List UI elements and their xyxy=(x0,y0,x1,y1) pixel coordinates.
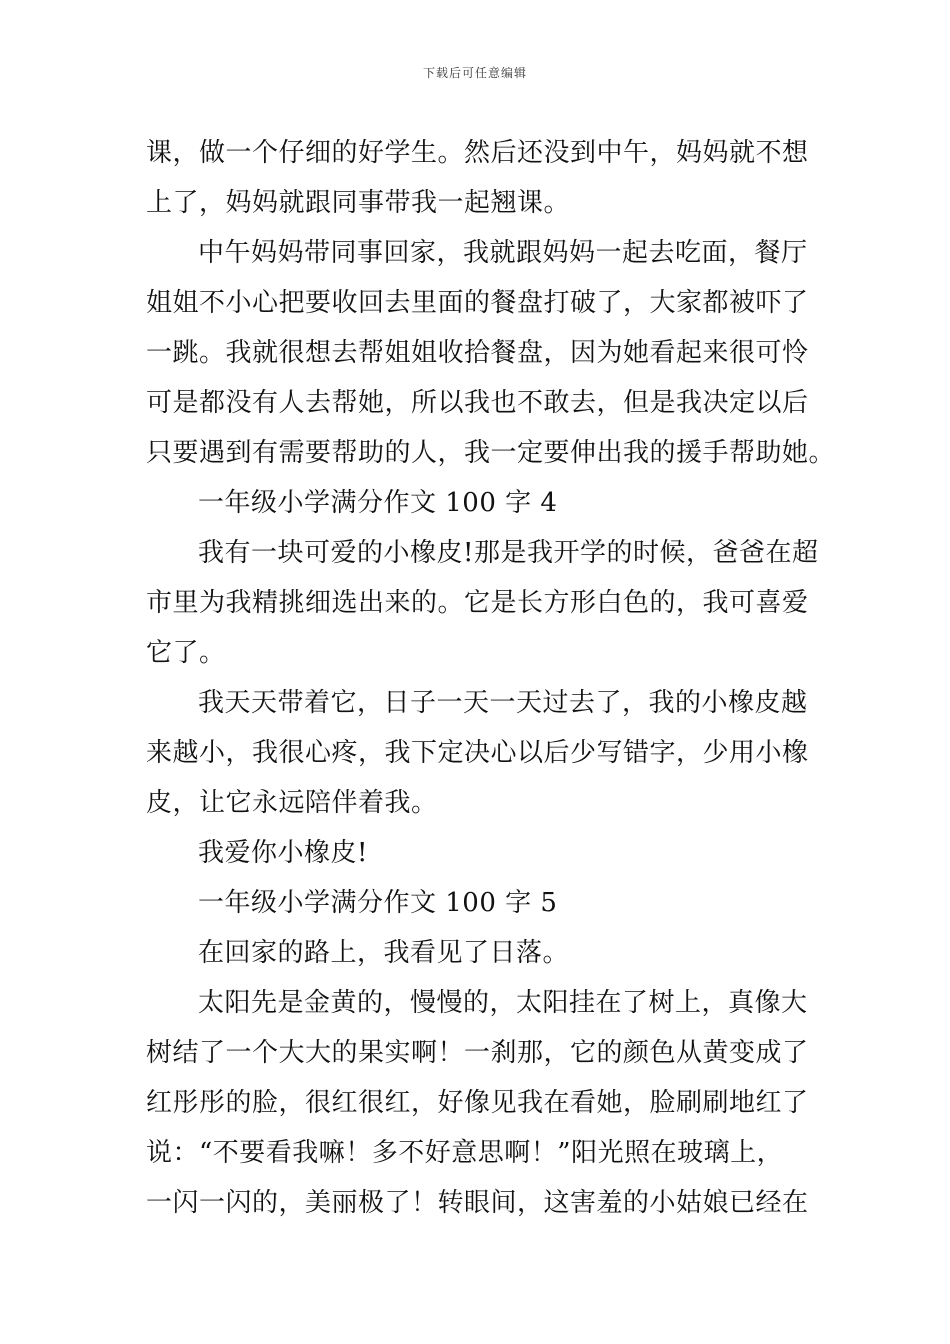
text-line: 一年级小学满分作文 100 字 4 xyxy=(198,488,558,518)
text-line: 树结了一个大大的果实啊！一刹那，它的颜色从黄变成了 xyxy=(146,1038,809,1068)
text-line: 一闪一闪的，美丽极了！转眼间，这害羞的小姑娘已经在 xyxy=(146,1188,809,1218)
text-line: 我有一块可爱的小橡皮!那是我开学的时候，爸爸在超 xyxy=(198,538,819,568)
page-header: 下载后可任意编辑 xyxy=(422,66,527,80)
text-line: 来越小，我很心疼，我下定决心以后少写错字，少用小橡 xyxy=(146,738,809,768)
text-line: 只要遇到有需要帮助的人，我一定要伸出我的援手帮助她。 xyxy=(146,438,836,468)
text-line: 在回家的路上，我看见了日落。 xyxy=(198,938,570,968)
text-line: 太阳先是金黄的，慢慢的，太阳挂在了树上，真像大 xyxy=(198,988,808,1018)
text-line: 姐姐不小心把要收回去里面的餐盘打破了，大家都被吓了 xyxy=(146,288,809,318)
text-line: 中午妈妈带同事回家，我就跟妈妈一起去吃面，餐厅 xyxy=(198,238,808,268)
text-line: 可是都没有人去帮她，所以我也不敢去，但是我决定以后 xyxy=(146,388,809,418)
text-line: 我爱你小橡皮! xyxy=(198,838,368,868)
text-line: 上了，妈妈就跟同事带我一起翘课。 xyxy=(146,188,571,218)
text-line: 市里为我精挑细选出来的。它是长方形白色的，我可喜爱 xyxy=(146,588,809,618)
text-line: 皮，让它永远陪伴着我。 xyxy=(146,788,438,818)
text-line: 一年级小学满分作文 100 字 5 xyxy=(198,888,558,918)
text-line: 我天天带着它，日子一天一天过去了，我的小橡皮越 xyxy=(198,688,808,718)
document-body xyxy=(146,128,836,1228)
text-line: 红彤彤的脸，很红很红，好像见我在看她，脸刷刷地红了 xyxy=(146,1088,809,1118)
text-line: 课，做一个仔细的好学生。然后还没到中午，妈妈就不想 xyxy=(146,138,809,168)
text-line: 一跳。我就很想去帮姐姐收拾餐盘，因为她看起来很可怜 xyxy=(146,338,809,368)
text-line: 它了。 xyxy=(146,638,226,668)
text-line: 说：“不要看我嘛！多不好意思啊！”阳光照在玻璃上， xyxy=(146,1138,784,1168)
